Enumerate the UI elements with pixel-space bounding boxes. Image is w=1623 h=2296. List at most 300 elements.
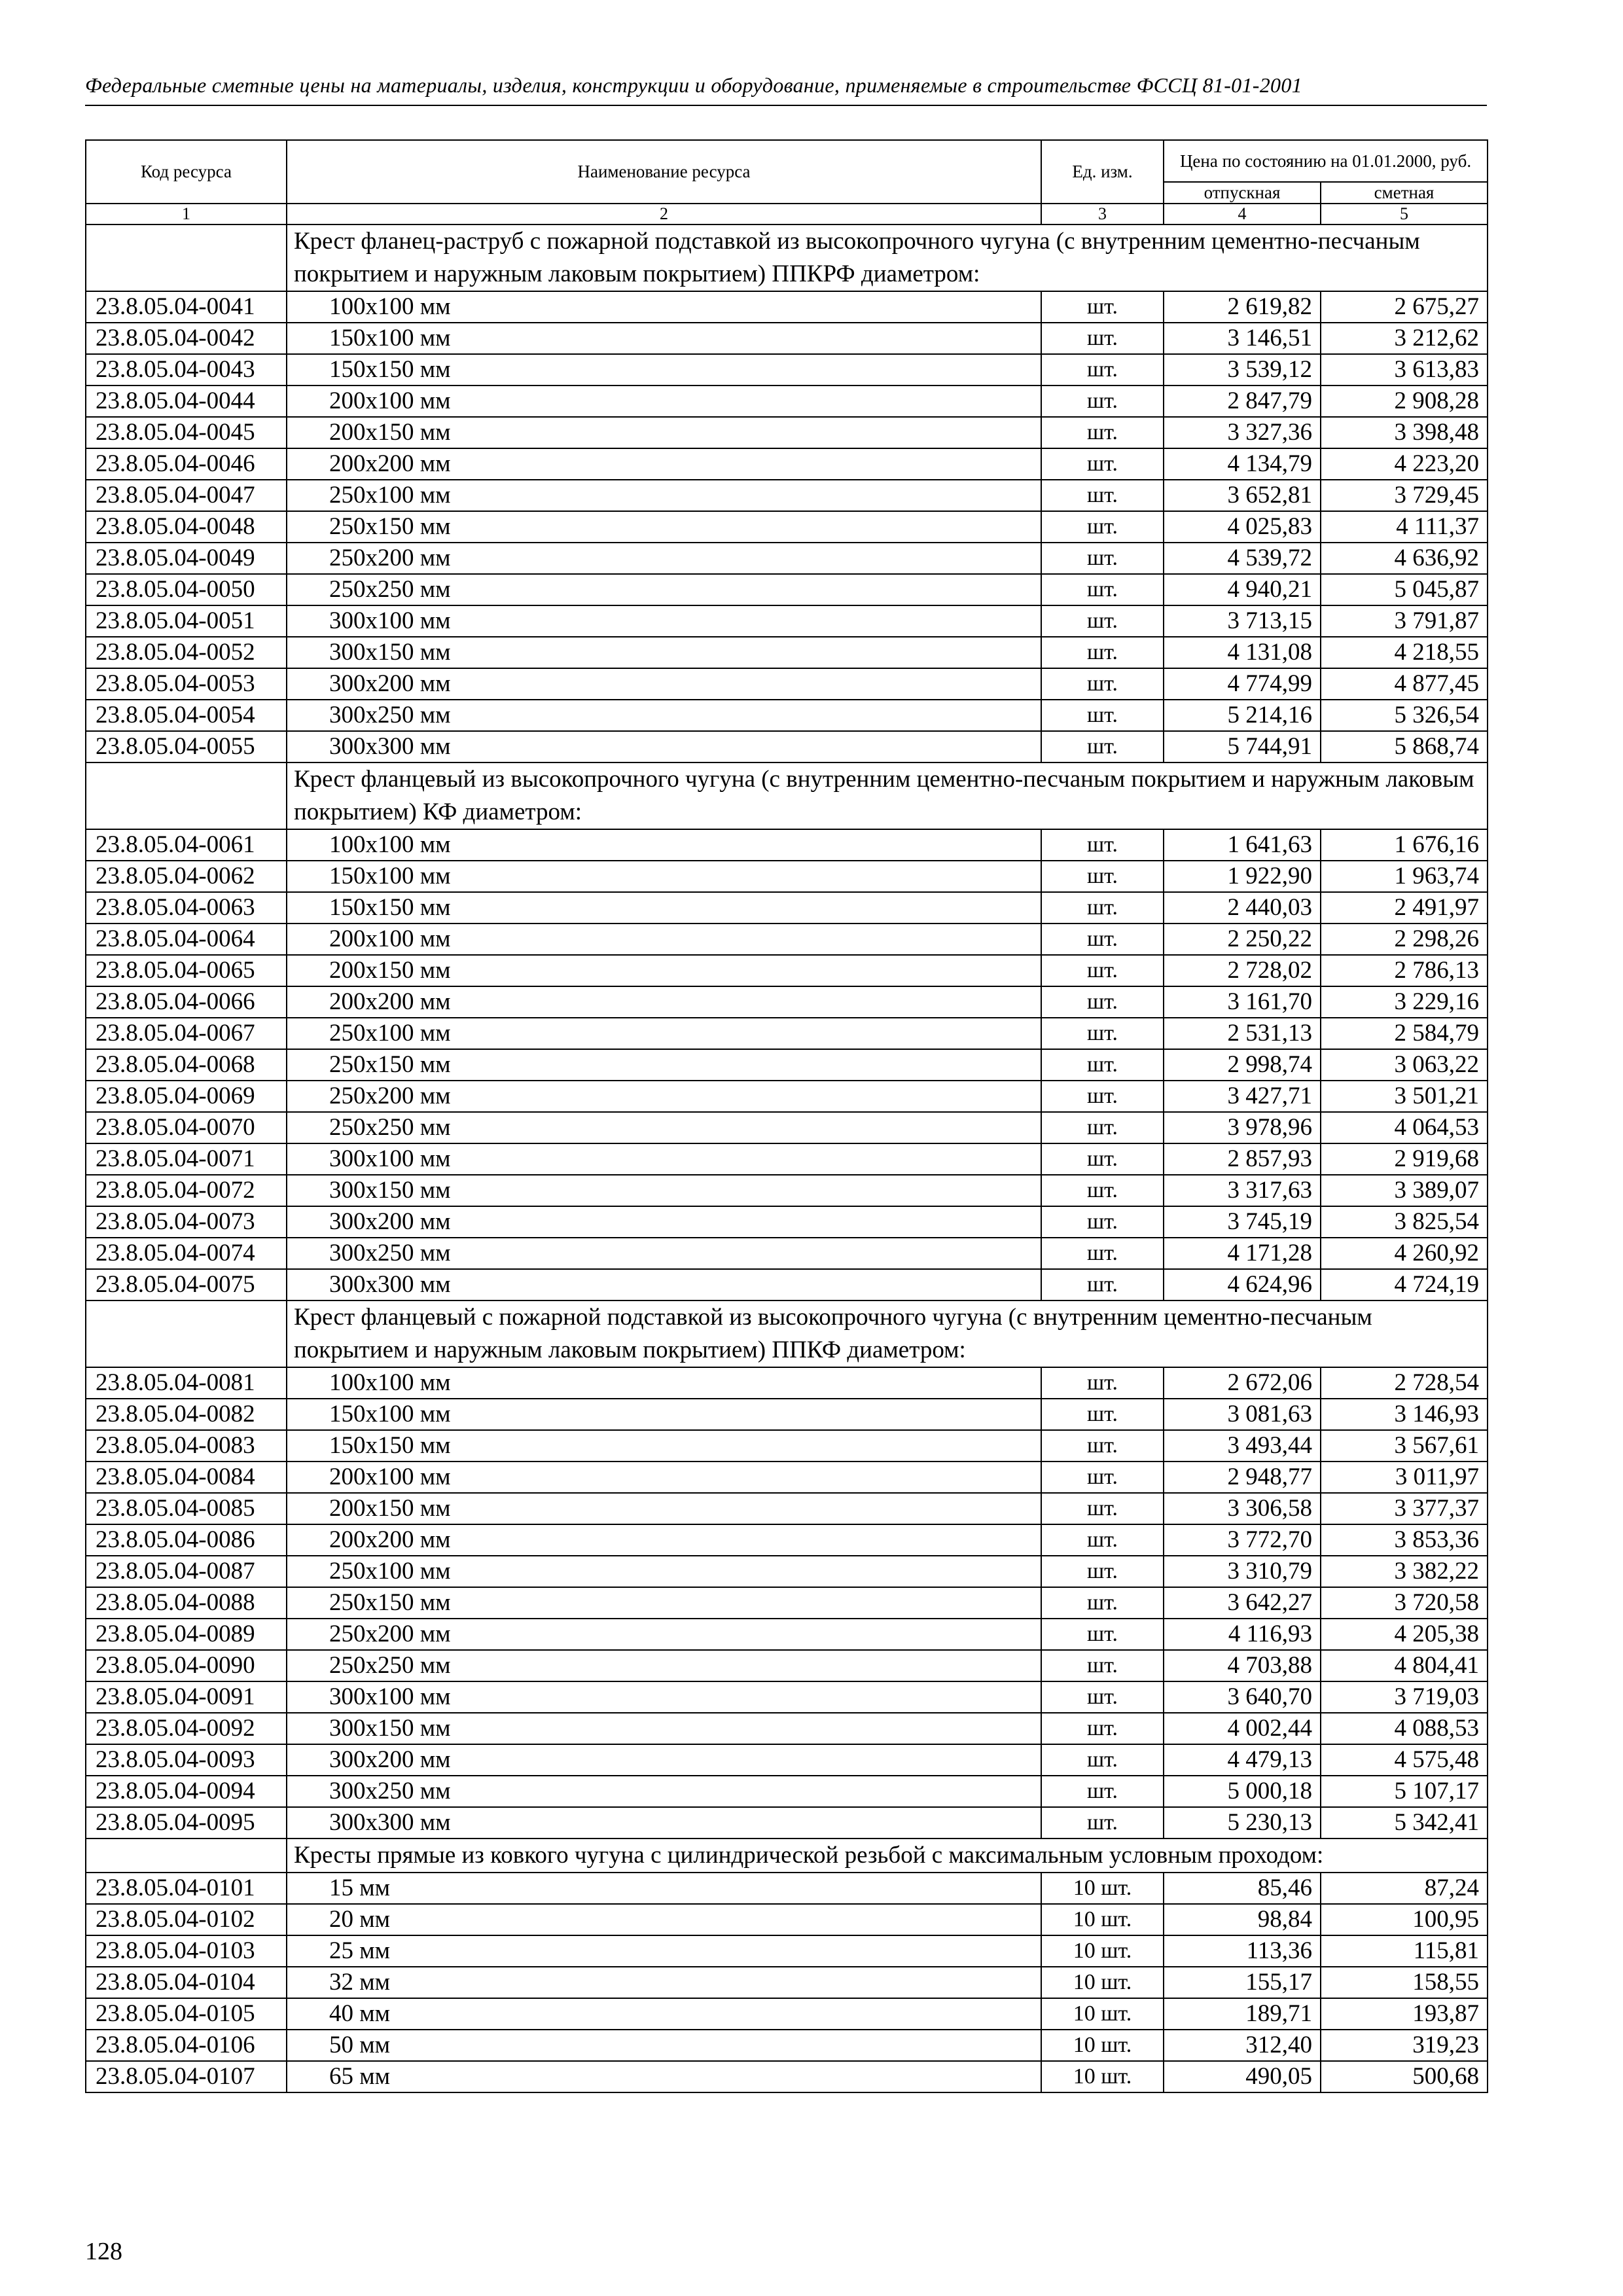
resource-name: 150x100 мм bbox=[287, 1399, 1041, 1430]
resource-unit: шт. bbox=[1041, 417, 1164, 448]
resource-code: 23.8.05.04-0043 bbox=[86, 354, 287, 386]
resource-name: 200x200 мм bbox=[287, 986, 1041, 1018]
price-wholesale: 2 728,02 bbox=[1164, 955, 1321, 986]
resource-unit: шт. bbox=[1041, 1367, 1164, 1399]
resource-unit: шт. bbox=[1041, 1238, 1164, 1269]
price-wholesale: 2 857,93 bbox=[1164, 1143, 1321, 1175]
table-row bbox=[86, 986, 1488, 1018]
price-wholesale: 2 440,03 bbox=[1164, 892, 1321, 924]
resource-name: 65 мм bbox=[287, 2061, 1041, 2092]
resource-code: 23.8.05.04-0101 bbox=[86, 1873, 287, 1904]
price-estimate: 3 567,61 bbox=[1321, 1430, 1488, 1462]
price-wholesale: 155,17 bbox=[1164, 1967, 1321, 1998]
resource-unit: шт. bbox=[1041, 1744, 1164, 1776]
resource-code: 23.8.05.04-0041 bbox=[86, 291, 287, 323]
table-row bbox=[86, 480, 1488, 511]
price-wholesale: 5 214,16 bbox=[1164, 700, 1321, 731]
table-row bbox=[86, 1935, 1488, 1967]
table-row bbox=[86, 892, 1488, 924]
price-estimate: 1 676,16 bbox=[1321, 829, 1488, 861]
table-row bbox=[86, 543, 1488, 574]
resource-name: 40 мм bbox=[287, 1998, 1041, 2030]
price-wholesale: 4 116,93 bbox=[1164, 1619, 1321, 1650]
price-estimate: 1 963,74 bbox=[1321, 861, 1488, 892]
resource-name: 200x100 мм bbox=[287, 1462, 1041, 1493]
price-wholesale: 3 317,63 bbox=[1164, 1175, 1321, 1206]
price-wholesale: 3 427,71 bbox=[1164, 1081, 1321, 1112]
resource-code: 23.8.05.04-0089 bbox=[86, 1619, 287, 1650]
table-row bbox=[86, 1807, 1488, 1839]
resource-name: 300x250 мм bbox=[287, 700, 1041, 731]
resource-code: 23.8.05.04-0068 bbox=[86, 1049, 287, 1081]
resource-name: 200x100 мм bbox=[287, 386, 1041, 417]
resource-name: 200x100 мм bbox=[287, 924, 1041, 955]
price-estimate: 500,68 bbox=[1321, 2061, 1488, 2092]
resource-code: 23.8.05.04-0072 bbox=[86, 1175, 287, 1206]
resource-unit: шт. bbox=[1041, 1269, 1164, 1300]
table-row bbox=[86, 448, 1488, 480]
price-wholesale: 4 774,99 bbox=[1164, 668, 1321, 700]
price-wholesale: 4 002,44 bbox=[1164, 1713, 1321, 1744]
resource-name: 15 мм bbox=[287, 1873, 1041, 1904]
resource-code: 23.8.05.04-0105 bbox=[86, 1998, 287, 2030]
resource-unit: шт. bbox=[1041, 1556, 1164, 1587]
price-wholesale: 4 703,88 bbox=[1164, 1650, 1321, 1681]
price-wholesale: 113,36 bbox=[1164, 1935, 1321, 1967]
table-row bbox=[86, 1269, 1488, 1300]
price-estimate: 3 377,37 bbox=[1321, 1493, 1488, 1524]
table-row bbox=[86, 1018, 1488, 1049]
resource-unit: шт. bbox=[1041, 574, 1164, 605]
resource-unit: шт. bbox=[1041, 1524, 1164, 1556]
resource-code: 23.8.05.04-0061 bbox=[86, 829, 287, 861]
price-estimate: 3 063,22 bbox=[1321, 1049, 1488, 1081]
price-wholesale: 4 940,21 bbox=[1164, 574, 1321, 605]
resource-name: 300x100 мм bbox=[287, 605, 1041, 637]
price-wholesale: 3 642,27 bbox=[1164, 1587, 1321, 1619]
resource-unit: шт. bbox=[1041, 1049, 1164, 1081]
price-estimate: 115,81 bbox=[1321, 1935, 1488, 1967]
running-title: Федеральные сметные цены на материалы, изделия, конструкции и оборудование, применяемые в строительстве ФССЦ 81-01-2001 bbox=[85, 73, 1302, 97]
price-estimate: 87,24 bbox=[1321, 1873, 1488, 1904]
resource-code: 23.8.05.04-0063 bbox=[86, 892, 287, 924]
page-number: 128 bbox=[85, 2238, 122, 2265]
resource-code: 23.8.05.04-0074 bbox=[86, 1238, 287, 1269]
price-estimate: 3 146,93 bbox=[1321, 1399, 1488, 1430]
price-wholesale: 98,84 bbox=[1164, 1904, 1321, 1935]
resource-unit: 10 шт. bbox=[1041, 1904, 1164, 1935]
resource-code: 23.8.05.04-0093 bbox=[86, 1744, 287, 1776]
resource-name: 300x300 мм bbox=[287, 1269, 1041, 1300]
resource-name: 300x250 мм bbox=[287, 1238, 1041, 1269]
price-table bbox=[85, 139, 1488, 2093]
resource-unit: шт. bbox=[1041, 829, 1164, 861]
resource-code: 23.8.05.04-0103 bbox=[86, 1935, 287, 1967]
price-wholesale: 3 327,36 bbox=[1164, 417, 1321, 448]
table-row bbox=[86, 291, 1488, 323]
price-estimate: 2 584,79 bbox=[1321, 1018, 1488, 1049]
resource-code: 23.8.05.04-0094 bbox=[86, 1776, 287, 1807]
price-wholesale: 5 000,18 bbox=[1164, 1776, 1321, 1807]
resource-code: 23.8.05.04-0054 bbox=[86, 700, 287, 731]
table-row bbox=[86, 1650, 1488, 1681]
col-number-2: 2 bbox=[287, 204, 1041, 224]
resource-unit: шт. bbox=[1041, 1619, 1164, 1650]
resource-code: 23.8.05.04-0053 bbox=[86, 668, 287, 700]
price-wholesale: 2 619,82 bbox=[1164, 291, 1321, 323]
table-row bbox=[86, 1430, 1488, 1462]
price-wholesale: 3 306,58 bbox=[1164, 1493, 1321, 1524]
table-row bbox=[86, 924, 1488, 955]
resource-unit: шт. bbox=[1041, 861, 1164, 892]
price-estimate: 2 919,68 bbox=[1321, 1143, 1488, 1175]
price-estimate: 3 720,58 bbox=[1321, 1587, 1488, 1619]
resource-unit: шт. bbox=[1041, 1430, 1164, 1462]
table-row bbox=[86, 1399, 1488, 1430]
price-estimate: 319,23 bbox=[1321, 2030, 1488, 2061]
price-estimate: 4 223,20 bbox=[1321, 448, 1488, 480]
table-row bbox=[86, 1776, 1488, 1807]
resource-unit: шт. bbox=[1041, 1175, 1164, 1206]
resource-unit: шт. bbox=[1041, 637, 1164, 668]
resource-name: 150x100 мм bbox=[287, 323, 1041, 354]
resource-code: 23.8.05.04-0064 bbox=[86, 924, 287, 955]
price-estimate: 4 218,55 bbox=[1321, 637, 1488, 668]
table-row bbox=[86, 1681, 1488, 1713]
resource-code: 23.8.05.04-0107 bbox=[86, 2061, 287, 2092]
price-estimate: 3 719,03 bbox=[1321, 1681, 1488, 1713]
price-estimate: 3 229,16 bbox=[1321, 986, 1488, 1018]
price-wholesale: 3 745,19 bbox=[1164, 1206, 1321, 1238]
resource-code: 23.8.05.04-0095 bbox=[86, 1807, 287, 1839]
price-estimate: 2 675,27 bbox=[1321, 291, 1488, 323]
resource-name: 150x150 мм bbox=[287, 892, 1041, 924]
resource-code: 23.8.05.04-0086 bbox=[86, 1524, 287, 1556]
resource-unit: шт. bbox=[1041, 1650, 1164, 1681]
resource-name: 250x200 мм bbox=[287, 1081, 1041, 1112]
header-rule bbox=[85, 105, 1487, 106]
resource-unit: шт. bbox=[1041, 700, 1164, 731]
table-row bbox=[86, 2061, 1488, 2092]
group-heading-blank-cell bbox=[86, 224, 287, 291]
resource-code: 23.8.05.04-0042 bbox=[86, 323, 287, 354]
price-estimate: 2 908,28 bbox=[1321, 386, 1488, 417]
table-row bbox=[86, 1112, 1488, 1143]
resource-unit: 10 шт. bbox=[1041, 2030, 1164, 2061]
price-estimate: 4 088,53 bbox=[1321, 1713, 1488, 1744]
price-estimate: 3 382,22 bbox=[1321, 1556, 1488, 1587]
resource-code: 23.8.05.04-0046 bbox=[86, 448, 287, 480]
price-estimate: 2 786,13 bbox=[1321, 955, 1488, 986]
price-wholesale: 4 624,96 bbox=[1164, 1269, 1321, 1300]
price-estimate: 5 045,87 bbox=[1321, 574, 1488, 605]
col-header-price-group: Цена по состоянию на 01.01.2000, руб. bbox=[1164, 140, 1488, 182]
price-wholesale: 3 652,81 bbox=[1164, 480, 1321, 511]
price-wholesale: 4 131,08 bbox=[1164, 637, 1321, 668]
resource-code: 23.8.05.04-0044 bbox=[86, 386, 287, 417]
resource-name: 250x100 мм bbox=[287, 1018, 1041, 1049]
resource-unit: шт. bbox=[1041, 1143, 1164, 1175]
price-estimate: 4 205,38 bbox=[1321, 1619, 1488, 1650]
table-row bbox=[86, 1904, 1488, 1935]
price-estimate: 5 342,41 bbox=[1321, 1807, 1488, 1839]
price-wholesale: 2 250,22 bbox=[1164, 924, 1321, 955]
table-row bbox=[86, 700, 1488, 731]
group-heading-row bbox=[86, 1839, 1488, 1873]
price-wholesale: 4 171,28 bbox=[1164, 1238, 1321, 1269]
resource-unit: шт. bbox=[1041, 1081, 1164, 1112]
resource-name: 250x200 мм bbox=[287, 543, 1041, 574]
table-row bbox=[86, 1143, 1488, 1175]
resource-name: 32 мм bbox=[287, 1967, 1041, 1998]
resource-code: 23.8.05.04-0051 bbox=[86, 605, 287, 637]
table-row bbox=[86, 1713, 1488, 1744]
resource-unit: шт. bbox=[1041, 1399, 1164, 1430]
col-number-1: 1 bbox=[86, 204, 287, 224]
col-header-name: Наименование ресурса bbox=[287, 140, 1041, 204]
group-heading-row bbox=[86, 224, 1488, 291]
resource-unit: шт. bbox=[1041, 605, 1164, 637]
resource-name: 100x100 мм bbox=[287, 291, 1041, 323]
resource-name: 200x200 мм bbox=[287, 1524, 1041, 1556]
price-estimate: 3 212,62 bbox=[1321, 323, 1488, 354]
group-title: Крест фланец-раструб с пожарной подставкой из высокопрочного чугуна (с внутренним цементно-песчаным покрытием и наружным лаковым покрытием) ППКРФ диаметром: bbox=[287, 224, 1488, 291]
price-wholesale: 4 134,79 bbox=[1164, 448, 1321, 480]
price-estimate: 3 825,54 bbox=[1321, 1206, 1488, 1238]
table-body bbox=[86, 224, 1488, 2092]
table-row bbox=[86, 1367, 1488, 1399]
price-estimate: 193,87 bbox=[1321, 1998, 1488, 2030]
resource-name: 25 мм bbox=[287, 1935, 1041, 1967]
table-row bbox=[86, 1619, 1488, 1650]
table-row bbox=[86, 1556, 1488, 1587]
resource-name: 150x100 мм bbox=[287, 861, 1041, 892]
price-estimate: 4 636,92 bbox=[1321, 543, 1488, 574]
table-row bbox=[86, 1493, 1488, 1524]
price-estimate: 3 853,36 bbox=[1321, 1524, 1488, 1556]
resource-code: 23.8.05.04-0069 bbox=[86, 1081, 287, 1112]
table-row bbox=[86, 1206, 1488, 1238]
resource-code: 23.8.05.04-0071 bbox=[86, 1143, 287, 1175]
resource-unit: 10 шт. bbox=[1041, 1967, 1164, 1998]
resource-unit: шт. bbox=[1041, 986, 1164, 1018]
table-row bbox=[86, 1967, 1488, 1998]
price-wholesale: 1 922,90 bbox=[1164, 861, 1321, 892]
table-row bbox=[86, 1587, 1488, 1619]
resource-name: 250x250 мм bbox=[287, 574, 1041, 605]
table-row bbox=[86, 323, 1488, 354]
table-row bbox=[86, 511, 1488, 543]
price-wholesale: 3 772,70 bbox=[1164, 1524, 1321, 1556]
resource-name: 250x150 мм bbox=[287, 1587, 1041, 1619]
price-wholesale: 3 161,70 bbox=[1164, 986, 1321, 1018]
price-wholesale: 3 539,12 bbox=[1164, 354, 1321, 386]
resource-unit: шт. bbox=[1041, 291, 1164, 323]
resource-code: 23.8.05.04-0104 bbox=[86, 1967, 287, 1998]
resource-unit: шт. bbox=[1041, 323, 1164, 354]
table-row bbox=[86, 574, 1488, 605]
table-row bbox=[86, 1081, 1488, 1112]
resource-name: 300x150 мм bbox=[287, 1175, 1041, 1206]
price-estimate: 3 011,97 bbox=[1321, 1462, 1488, 1493]
resource-code: 23.8.05.04-0067 bbox=[86, 1018, 287, 1049]
resource-name: 250x250 мм bbox=[287, 1650, 1041, 1681]
resource-code: 23.8.05.04-0084 bbox=[86, 1462, 287, 1493]
resource-code: 23.8.05.04-0052 bbox=[86, 637, 287, 668]
col-number-4: 4 bbox=[1164, 204, 1321, 224]
price-wholesale: 5 230,13 bbox=[1164, 1807, 1321, 1839]
price-wholesale: 3 713,15 bbox=[1164, 605, 1321, 637]
price-wholesale: 1 641,63 bbox=[1164, 829, 1321, 861]
table-row bbox=[86, 354, 1488, 386]
resource-name: 300x100 мм bbox=[287, 1681, 1041, 1713]
resource-name: 20 мм bbox=[287, 1904, 1041, 1935]
resource-unit: шт. bbox=[1041, 1587, 1164, 1619]
col-header-wholesale: отпускная bbox=[1164, 182, 1321, 204]
price-estimate: 4 804,41 bbox=[1321, 1650, 1488, 1681]
col-number-3: 3 bbox=[1041, 204, 1164, 224]
price-estimate: 158,55 bbox=[1321, 1967, 1488, 1998]
resource-name: 250x150 мм bbox=[287, 511, 1041, 543]
resource-name: 300x150 мм bbox=[287, 1713, 1041, 1744]
resource-name: 150x150 мм bbox=[287, 1430, 1041, 1462]
resource-unit: шт. bbox=[1041, 668, 1164, 700]
resource-unit: шт. bbox=[1041, 1206, 1164, 1238]
resource-unit: шт. bbox=[1041, 1112, 1164, 1143]
price-wholesale: 2 672,06 bbox=[1164, 1367, 1321, 1399]
table-row bbox=[86, 1238, 1488, 1269]
table-row bbox=[86, 1873, 1488, 1904]
price-estimate: 100,95 bbox=[1321, 1904, 1488, 1935]
price-estimate: 3 389,07 bbox=[1321, 1175, 1488, 1206]
resource-code: 23.8.05.04-0088 bbox=[86, 1587, 287, 1619]
table-row bbox=[86, 2030, 1488, 2061]
price-wholesale: 189,71 bbox=[1164, 1998, 1321, 2030]
resource-name: 200x150 мм bbox=[287, 1493, 1041, 1524]
resource-unit: шт. bbox=[1041, 1681, 1164, 1713]
price-wholesale: 3 640,70 bbox=[1164, 1681, 1321, 1713]
price-estimate: 5 868,74 bbox=[1321, 731, 1488, 762]
group-heading-blank-cell bbox=[86, 1839, 287, 1873]
col-header-unit: Ед. изм. bbox=[1041, 140, 1164, 204]
resource-unit: шт. bbox=[1041, 511, 1164, 543]
table-row bbox=[86, 861, 1488, 892]
resource-unit: шт. bbox=[1041, 448, 1164, 480]
price-estimate: 3 791,87 bbox=[1321, 605, 1488, 637]
price-wholesale: 4 539,72 bbox=[1164, 543, 1321, 574]
resource-name: 300x250 мм bbox=[287, 1776, 1041, 1807]
resource-unit: шт. bbox=[1041, 1493, 1164, 1524]
resource-code: 23.8.05.04-0091 bbox=[86, 1681, 287, 1713]
price-estimate: 4 575,48 bbox=[1321, 1744, 1488, 1776]
price-estimate: 4 064,53 bbox=[1321, 1112, 1488, 1143]
resource-name: 300x200 мм bbox=[287, 1206, 1041, 1238]
resource-name: 300x200 мм bbox=[287, 1744, 1041, 1776]
resource-code: 23.8.05.04-0082 bbox=[86, 1399, 287, 1430]
group-heading-row bbox=[86, 1300, 1488, 1367]
resource-unit: шт. bbox=[1041, 924, 1164, 955]
resource-unit: шт. bbox=[1041, 543, 1164, 574]
table-row bbox=[86, 1524, 1488, 1556]
col-header-estimate: сметная bbox=[1321, 182, 1488, 204]
table-row bbox=[86, 386, 1488, 417]
price-wholesale: 85,46 bbox=[1164, 1873, 1321, 1904]
resource-name: 150x150 мм bbox=[287, 354, 1041, 386]
price-wholesale: 2 847,79 bbox=[1164, 386, 1321, 417]
resource-code: 23.8.05.04-0049 bbox=[86, 543, 287, 574]
resource-unit: шт. bbox=[1041, 1807, 1164, 1839]
resource-unit: шт. bbox=[1041, 1776, 1164, 1807]
resource-name: 200x150 мм bbox=[287, 417, 1041, 448]
price-wholesale: 2 948,77 bbox=[1164, 1462, 1321, 1493]
group-heading-blank-cell bbox=[86, 762, 287, 829]
resource-name: 200x200 мм bbox=[287, 448, 1041, 480]
resource-code: 23.8.05.04-0048 bbox=[86, 511, 287, 543]
table-row bbox=[86, 955, 1488, 986]
price-wholesale: 5 744,91 bbox=[1164, 731, 1321, 762]
resource-code: 23.8.05.04-0081 bbox=[86, 1367, 287, 1399]
table-row bbox=[86, 1049, 1488, 1081]
price-wholesale: 3 978,96 bbox=[1164, 1112, 1321, 1143]
table-row bbox=[86, 668, 1488, 700]
price-estimate: 3 501,21 bbox=[1321, 1081, 1488, 1112]
price-wholesale: 490,05 bbox=[1164, 2061, 1321, 2092]
table-header bbox=[86, 140, 1488, 224]
price-estimate: 5 107,17 bbox=[1321, 1776, 1488, 1807]
resource-code: 23.8.05.04-0062 bbox=[86, 861, 287, 892]
col-header-code: Код ресурса bbox=[86, 140, 287, 204]
group-title: Крест фланцевый из высокопрочного чугуна (с внутренним цементно-песчаным покрытием и наружным лаковым покрытием) КФ диаметром: bbox=[287, 762, 1488, 829]
price-estimate: 4 724,19 bbox=[1321, 1269, 1488, 1300]
price-estimate: 2 298,26 bbox=[1321, 924, 1488, 955]
resource-code: 23.8.05.04-0045 bbox=[86, 417, 287, 448]
group-heading-blank-cell bbox=[86, 1300, 287, 1367]
table-row bbox=[86, 605, 1488, 637]
price-estimate: 2 491,97 bbox=[1321, 892, 1488, 924]
price-estimate: 3 398,48 bbox=[1321, 417, 1488, 448]
resource-unit: шт. bbox=[1041, 1018, 1164, 1049]
price-estimate: 4 260,92 bbox=[1321, 1238, 1488, 1269]
group-title: Кресты прямые из ковкого чугуна с цилиндрической резьбой с максимальным условным проходом: bbox=[287, 1839, 1488, 1873]
price-wholesale: 2 998,74 bbox=[1164, 1049, 1321, 1081]
price-wholesale: 312,40 bbox=[1164, 2030, 1321, 2061]
col-number-5: 5 bbox=[1321, 204, 1488, 224]
resource-unit: шт. bbox=[1041, 1462, 1164, 1493]
table-row bbox=[86, 637, 1488, 668]
resource-name: 50 мм bbox=[287, 2030, 1041, 2061]
resource-name: 300x200 мм bbox=[287, 668, 1041, 700]
table-row bbox=[86, 731, 1488, 762]
price-estimate: 3 613,83 bbox=[1321, 354, 1488, 386]
table-row bbox=[86, 1744, 1488, 1776]
group-title: Крест фланцевый с пожарной подставкой из высокопрочного чугуна (с внутренним цементно-песчаным покрытием и наружным лаковым покрытием) ППКФ диаметром: bbox=[287, 1300, 1488, 1367]
resource-code: 23.8.05.04-0073 bbox=[86, 1206, 287, 1238]
resource-name: 250x100 мм bbox=[287, 1556, 1041, 1587]
resource-code: 23.8.05.04-0087 bbox=[86, 1556, 287, 1587]
table-row bbox=[86, 1462, 1488, 1493]
resource-unit: шт. bbox=[1041, 386, 1164, 417]
price-wholesale: 3 310,79 bbox=[1164, 1556, 1321, 1587]
resource-name: 100x100 мм bbox=[287, 1367, 1041, 1399]
table-row bbox=[86, 1998, 1488, 2030]
resource-unit: 10 шт. bbox=[1041, 1873, 1164, 1904]
resource-code: 23.8.05.04-0047 bbox=[86, 480, 287, 511]
price-wholesale: 4 479,13 bbox=[1164, 1744, 1321, 1776]
table-row bbox=[86, 829, 1488, 861]
resource-name: 300x300 мм bbox=[287, 731, 1041, 762]
resource-code: 23.8.05.04-0106 bbox=[86, 2030, 287, 2061]
resource-name: 300x300 мм bbox=[287, 1807, 1041, 1839]
